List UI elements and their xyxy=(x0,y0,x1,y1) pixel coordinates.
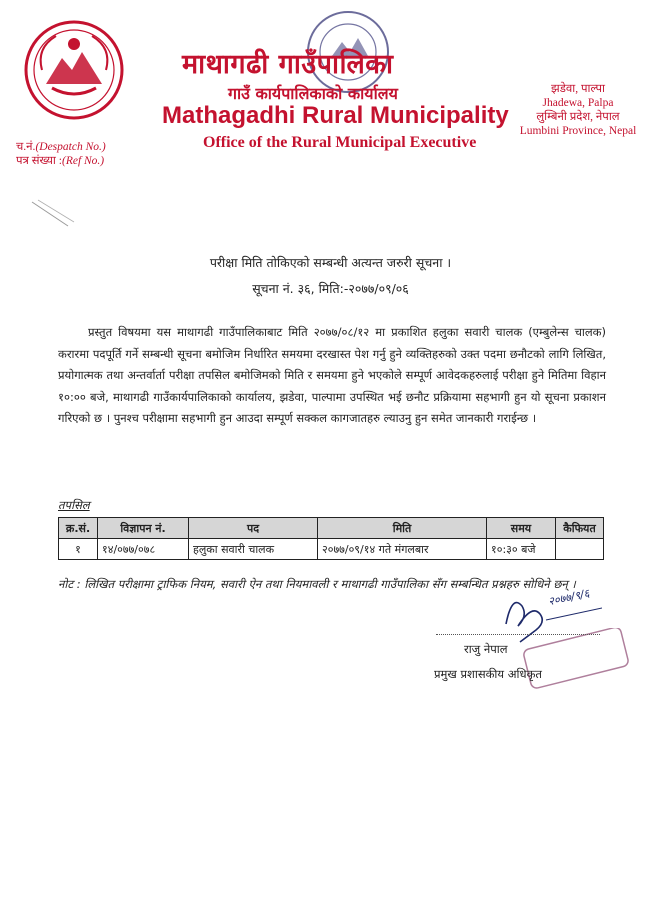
ref-label-nepali: पत्र संख्या : xyxy=(16,155,62,167)
table-cell xyxy=(556,539,604,560)
schedule-heading: तपसिल xyxy=(58,498,90,512)
column-header: विज्ञापन नं. xyxy=(98,518,189,539)
municipality-name-english: Mathagadhi Rural Municipality xyxy=(162,102,509,129)
notice-number-line: सूचना नं. ३६, मिति:-२०७७/०९/०६ xyxy=(252,281,409,296)
signatory-name: राजु नेपाल xyxy=(464,642,508,656)
column-header: क्र.सं. xyxy=(59,518,98,539)
ref-label-english: (Ref No.) xyxy=(61,155,105,167)
office-name-nepali: गाउँ कार्यपालिकाको कार्यालय xyxy=(228,84,398,103)
table-header-row xyxy=(59,518,604,539)
notice-title: परीक्षा मिति तोकिएको सम्बन्धी अत्यन्त जरुरी सूचना । xyxy=(209,255,452,270)
address-nepali-line2: लुम्बिनी प्रदेश, नेपाल xyxy=(536,111,620,123)
address-nepali-line1: झडेवा, पाल्पा xyxy=(551,83,605,95)
despatch-label-nepali: च.नं. xyxy=(16,141,36,153)
notice-body: प्रस्तुत विषयमा यस माथागढी गाउँपालिकाबाट मिति २०७७/०८/१२ मा प्रकाशित हलुका सवारी चालक (एम्बुलेन्स चालक) करारमा पदपूर्ति गर्ने सम्बन्धी सूचना बमोजिम निर्धारित समयमा दरखास्त पेश गर्नु हुने व्यक्तिहरुको उक्त पदमा छनौटको लागि लिखित, प्रयोगात्मक तथा अन्तर्वार्ता परीक्षा तपसिल बमोजिमको मिति र समयमा हुने भएकोले सम्पूर्ण आवेदकहरुलाई परीक्षा हुने मितिमा विहान १०:०० बजे, माथागढी गाउँकार्यपालिकाको कार्यालय, झडेवा, पाल्पामा उपस्थित भई छनौट प्रक्रियामा सहभागी हुन यो सूचना प्रकाशन गरिएको छ । पुनश्च परीक्षामा सहभागी हुन आउदा सम्पूर्ण सक्कल कागजातहरु ल्याउनु हुन समेत जानकारी गराईन्छ । xyxy=(58,325,606,426)
column-header: मिति xyxy=(318,518,487,539)
notice-note: नोट : लिखित परीक्षामा ट्राफिक नियम, सवारी ऐन तथा नियमावली र माथागढी गाउँपालिका सँग सम्बन्धित प्रश्नहरु सोधिने छन् । xyxy=(58,577,576,591)
official-seal-icon xyxy=(520,628,630,698)
column-header: समय xyxy=(487,518,556,539)
column-header: पद xyxy=(189,518,318,539)
despatch-label-english: (Despatch No.) xyxy=(35,141,106,153)
signed-date: २०७७/९/६ xyxy=(547,586,591,609)
address-english-line2: Lumbini Province, Nepal xyxy=(519,125,637,137)
signature-line xyxy=(436,634,600,635)
table-cell: हलुका सवारी चालक xyxy=(189,539,318,560)
table-cell: १ xyxy=(59,539,98,560)
signatory-title: प्रमुख प्रशासकीय अधिकृत xyxy=(434,667,542,681)
municipality-name-nepali: माथागढी गाउँपालिका xyxy=(182,49,394,80)
office-name-english: Office of the Rural Municipal Executive xyxy=(203,134,477,151)
address-block xyxy=(508,82,648,138)
column-header: कैफियत xyxy=(556,518,604,539)
despatch-ref-block xyxy=(16,140,106,168)
schedule-table xyxy=(58,517,604,560)
table-cell: १०:३० बजे xyxy=(487,539,556,560)
nepal-emblem-icon xyxy=(22,18,126,122)
address-english-line1: Jhadewa, Palpa xyxy=(542,97,614,109)
table-row xyxy=(59,539,604,560)
scan-mark-icon xyxy=(28,196,88,236)
table-cell: १४/०७७/०७८ xyxy=(98,539,189,560)
table-cell: २०७७/०९/१४ गते मंगलबार xyxy=(318,539,487,560)
